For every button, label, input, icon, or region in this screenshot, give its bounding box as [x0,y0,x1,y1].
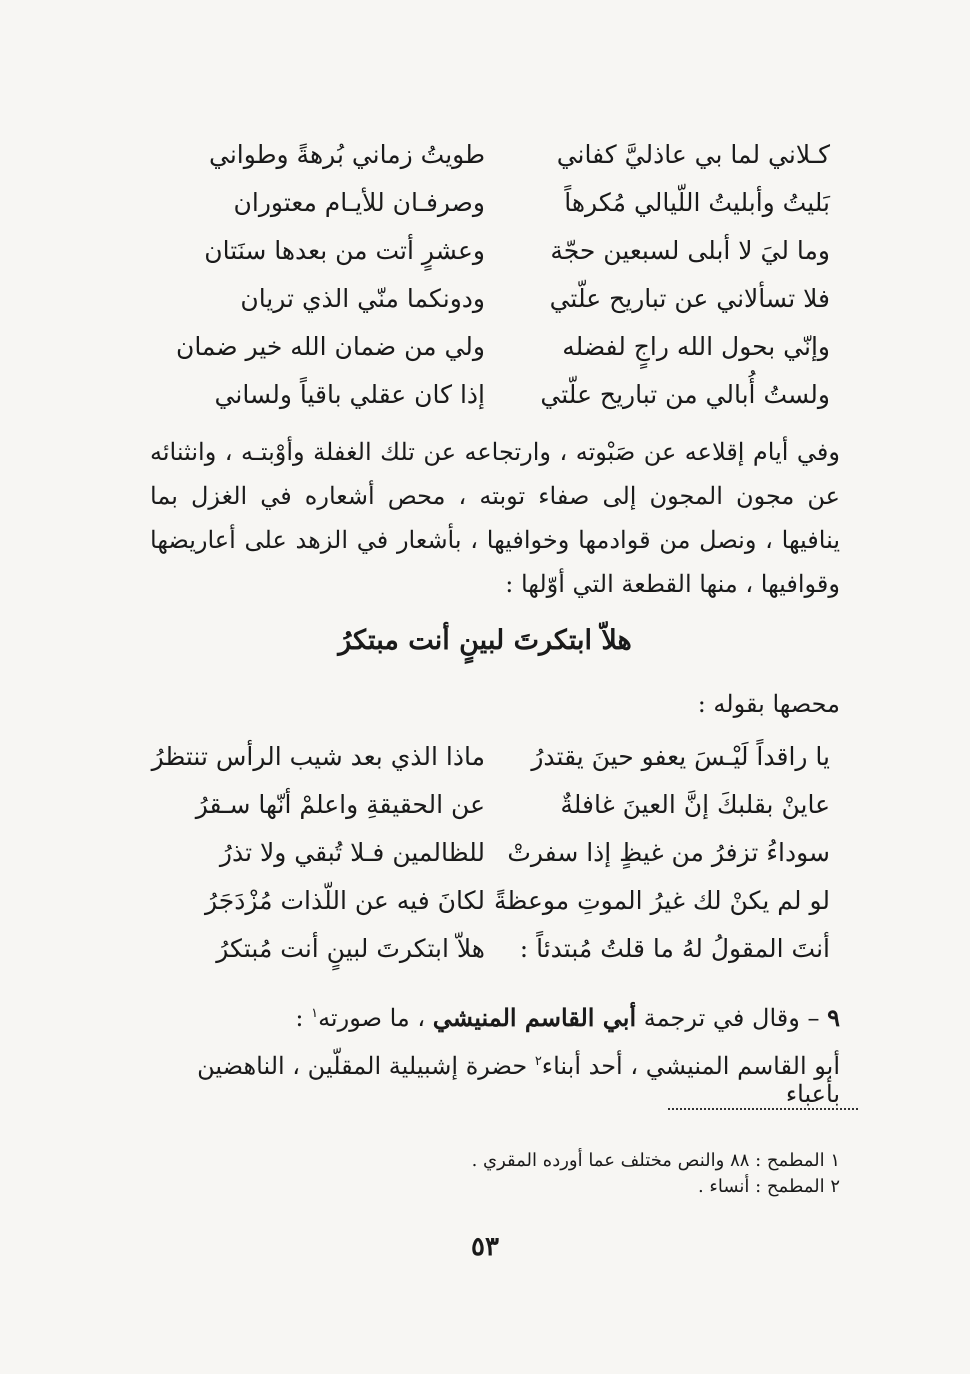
verse-line [150,188,830,236]
footnote-2: ٢ المطمح : أنساء . [697,1176,840,1197]
verse-first-hemistich: يا راقداً لَيْـسَ يعفو حينَ يقتدرُ [531,742,830,771]
verse-second-hemistich: ولي من ضمان الله خير ضمان [175,332,485,361]
poem-2 [150,742,830,982]
last-line [150,1052,840,1108]
verse-first-hemistich: عاينْ بقلبكَ إنَّ العينَ غافلةٌ [560,790,830,819]
centered-verse: هلاّ ابتكرتَ لبينٍ أنت مبتكرُ [338,625,632,656]
verse-line [150,236,830,284]
lead-text: محصها بقوله : [697,690,840,718]
verse-first-hemistich: بَليتُ وأبليتُ اللّيالي مُكرهاً [564,188,830,217]
verse-second-hemistich: عن الحقيقةِ واعلمْ أنّها سـقرُ [195,790,485,819]
verse-second-hemistich: طويتُ زماني بُرهةً وطواني [208,140,485,169]
verse-first-hemistich: ولستُ أُبالي من تباريح علّتي [540,380,830,409]
section-colon: : [295,1004,304,1032]
section-dash: – [807,1004,820,1032]
verse-first-hemistich: أنتَ المقولُ لهُ ما قلتُ مُبتدئاً : [519,934,830,963]
verse-line [150,742,830,790]
verse-first-hemistich: سوداءُ تزفرُ من غيظٍ إذا سفرتْ [507,838,830,867]
verse-first-hemistich: لو لم يكنْ لك غيرُ الموتِ موعظةً [494,886,830,915]
prose-paragraph: وفي أيام إقلاعه عن صَبْوته ، وارتجاعه عن تلك الغفلة وأوْبتـه ، وانثنائه عن مجون المجون إلى صفاء توبته ، محص أشعاره في الغزل بما ينافيها ، ونصل من قوادمها وخوافيها ، بأشعار في الزهد على أعاريضها وقوافيها ، منها القطعة التي أوّلها : [150,438,840,598]
verse-line [150,934,830,982]
verse-second-hemistich: وصرفـان للأيـام معتوران [233,188,485,217]
verse-line [150,380,830,428]
verse-first-hemistich: وإنّي بحول الله راجٍ لفضله [562,332,830,361]
footnote-ref-2: ٢ [534,1054,542,1069]
last-line-after: حضرة إشبيلية المقلّين ، الناهضين بأعباء [197,1052,840,1108]
page-number: ٥٣ [471,1232,499,1262]
verse-second-hemistich: ماذا الذي بعد شيب الرأس تنتظرُ [151,742,485,771]
last-line-before: أبو القاسم المنيشي ، أحد أبناء [541,1052,840,1080]
verse-second-hemistich: لكانَ فيه عن اللّذات مُزْدَجَرُ [204,886,485,915]
verse-second-hemistich: وعشرٍ أتت من بعدها سنَتان [204,236,485,265]
section-text-before: وقال في ترجمة [643,1004,800,1032]
verse-line [150,140,830,188]
verse-line [150,838,830,886]
verse-line [150,886,830,934]
verse-second-hemistich: هلاّ ابتكرتَ لبينٍ أنت مُبتكرُ [216,934,485,963]
section-text-after: ، ما صورته [318,1004,426,1032]
verse-second-hemistich: ودونكما منّي الذي تريان [240,284,485,313]
footnote-divider [668,1108,858,1110]
section-heading [150,1003,840,1032]
verse-line [150,332,830,380]
verse-first-hemistich: فلا تسألاني عن تباريح علّتي [549,284,830,313]
verse-line [150,790,830,838]
section-number: ٩ [827,1003,840,1032]
footnote-1: ١ المطمح : ٨٨ والنص مختلف عما أورده المقري . [471,1150,840,1171]
section-name: أبي القاسم المنيشي [432,1003,637,1032]
poem-1 [150,140,830,428]
verse-second-hemistich: إذا كان عقلي باقياً ولساني [214,380,485,409]
verse-second-hemistich: للظالمين فـلا تُبقي ولا تذرُ [219,838,485,867]
verse-line [150,284,830,332]
verse-first-hemistich: وما ليَ لا أبلى لسبعين حجّة [550,236,830,265]
footnote-ref-1: ١ [311,1006,319,1021]
verse-first-hemistich: كـلاني لما بي عاذليَّ كفاني [556,140,830,169]
